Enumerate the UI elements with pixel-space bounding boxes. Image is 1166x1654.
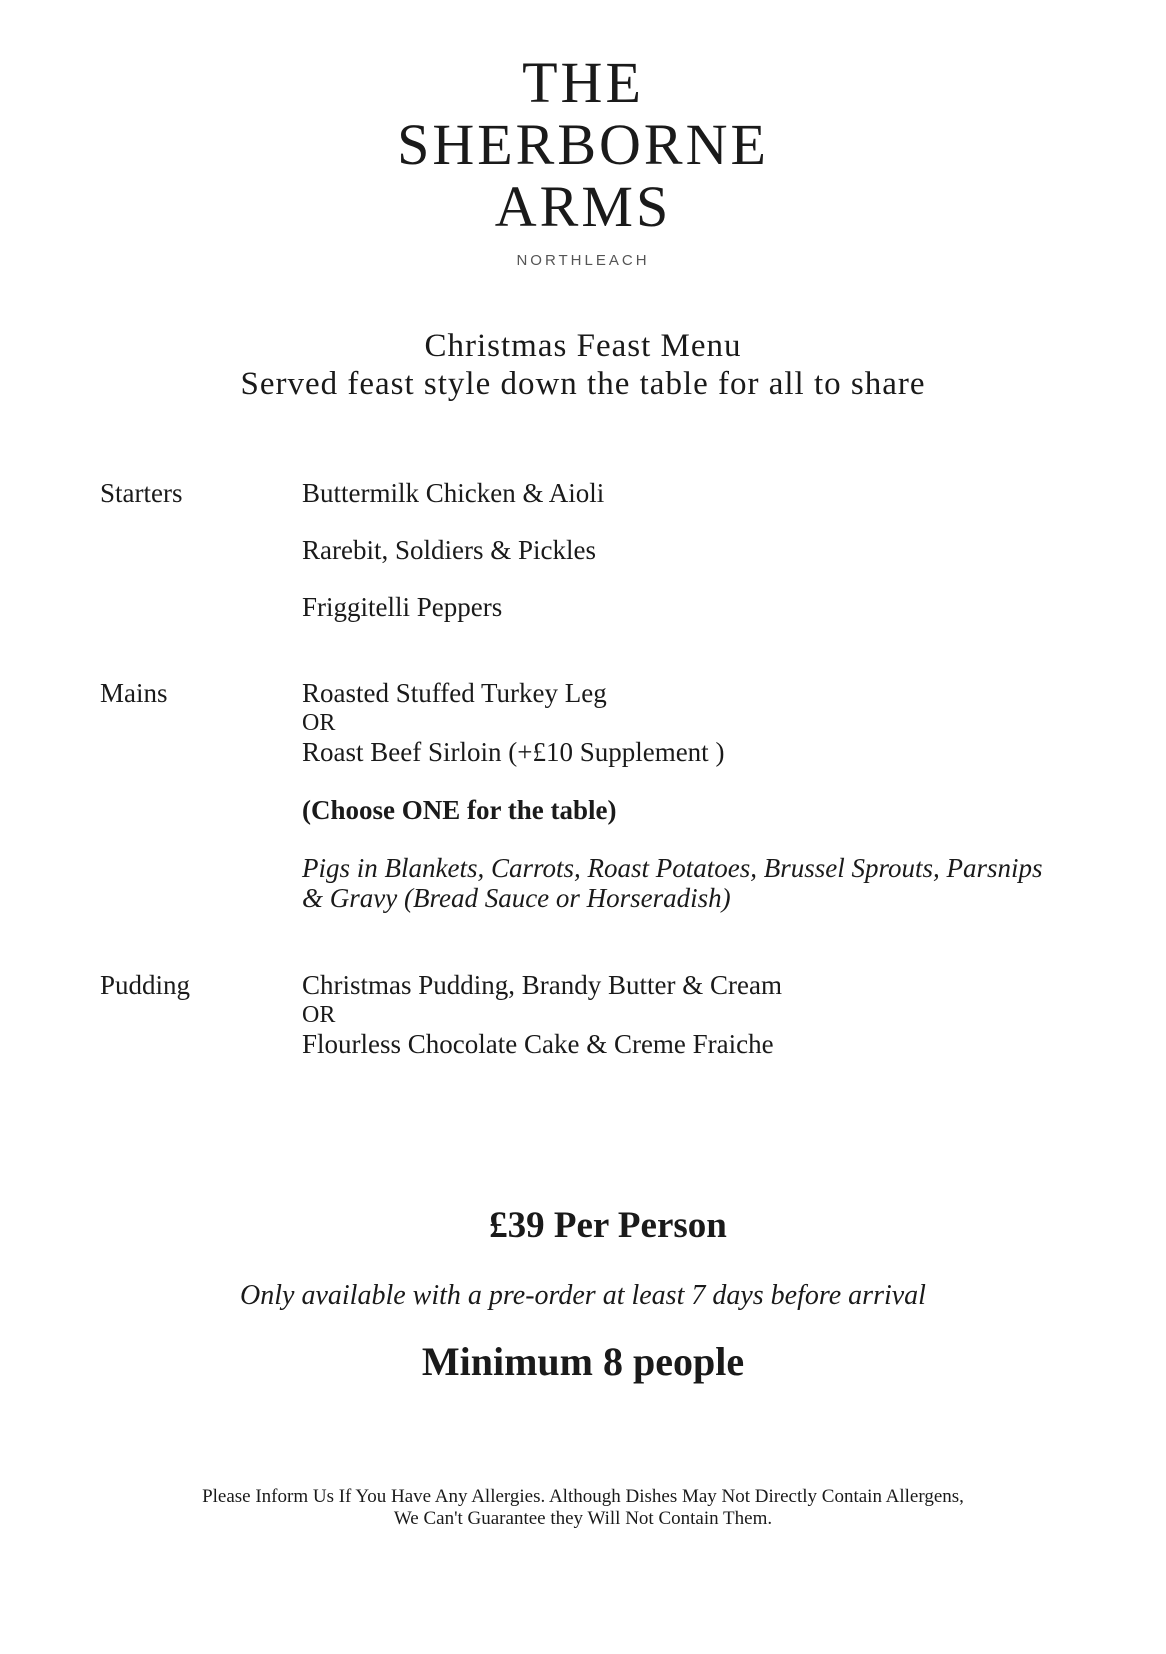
starter-item: Buttermilk Chicken & Aioli	[302, 478, 605, 508]
allergy-notice	[100, 1486, 1066, 1530]
logo-location: NORTHLEACH	[516, 252, 650, 269]
main-or: OR	[302, 710, 336, 736]
starter-item: Rarebit, Soldiers & Pickles	[302, 535, 596, 565]
section-label-pudding: Pudding	[100, 970, 191, 1000]
pudding-or: OR	[302, 1002, 336, 1028]
logo-line-arms: ARMS	[494, 174, 672, 239]
menu-subtitle: Served feast style down the table for all to share	[240, 366, 926, 402]
allergy-line-1: Please Inform Us If You Have Any Allergies. Although Dishes May Not Directly Contain Allergens,	[202, 1486, 964, 1507]
allergy-line-2: We Can't Guarantee they Will Not Contain Them.	[393, 1508, 773, 1529]
starter-item: Friggitelli Peppers	[302, 592, 503, 622]
price: £39 Per Person	[489, 1205, 727, 1246]
menu-heading	[0, 327, 1166, 403]
main-choose-note: (Choose ONE for the table)	[302, 795, 617, 825]
pudding-option-chocolate: Flourless Chocolate Cake & Creme Fraiche	[302, 1029, 774, 1059]
section-label-starters: Starters	[100, 478, 183, 508]
main-option-turkey: Roasted Stuffed Turkey Leg	[302, 678, 607, 708]
pudding-option-christmas: Christmas Pudding, Brandy Butter & Cream	[302, 970, 782, 1000]
section-label-mains: Mains	[100, 678, 168, 708]
restaurant-logo	[0, 52, 1166, 269]
main-option-beef: Roast Beef Sirloin (+£10 Supplement )	[302, 737, 725, 767]
menu-title: Christmas Feast Menu	[424, 328, 742, 364]
minimum-people: Minimum 8 people	[421, 1339, 745, 1384]
logo-line-the: THE	[522, 50, 644, 115]
logo-line-sherborne: SHERBORNE	[397, 112, 769, 177]
availability-note: Only available with a pre-order at least 7 days before arrival	[240, 1280, 926, 1311]
main-sides: Pigs in Blankets, Carrots, Roast Potatoes, Brussel Sprouts, Parsnips & Gravy (Bread Sauce or Horseradish)	[302, 853, 1043, 913]
